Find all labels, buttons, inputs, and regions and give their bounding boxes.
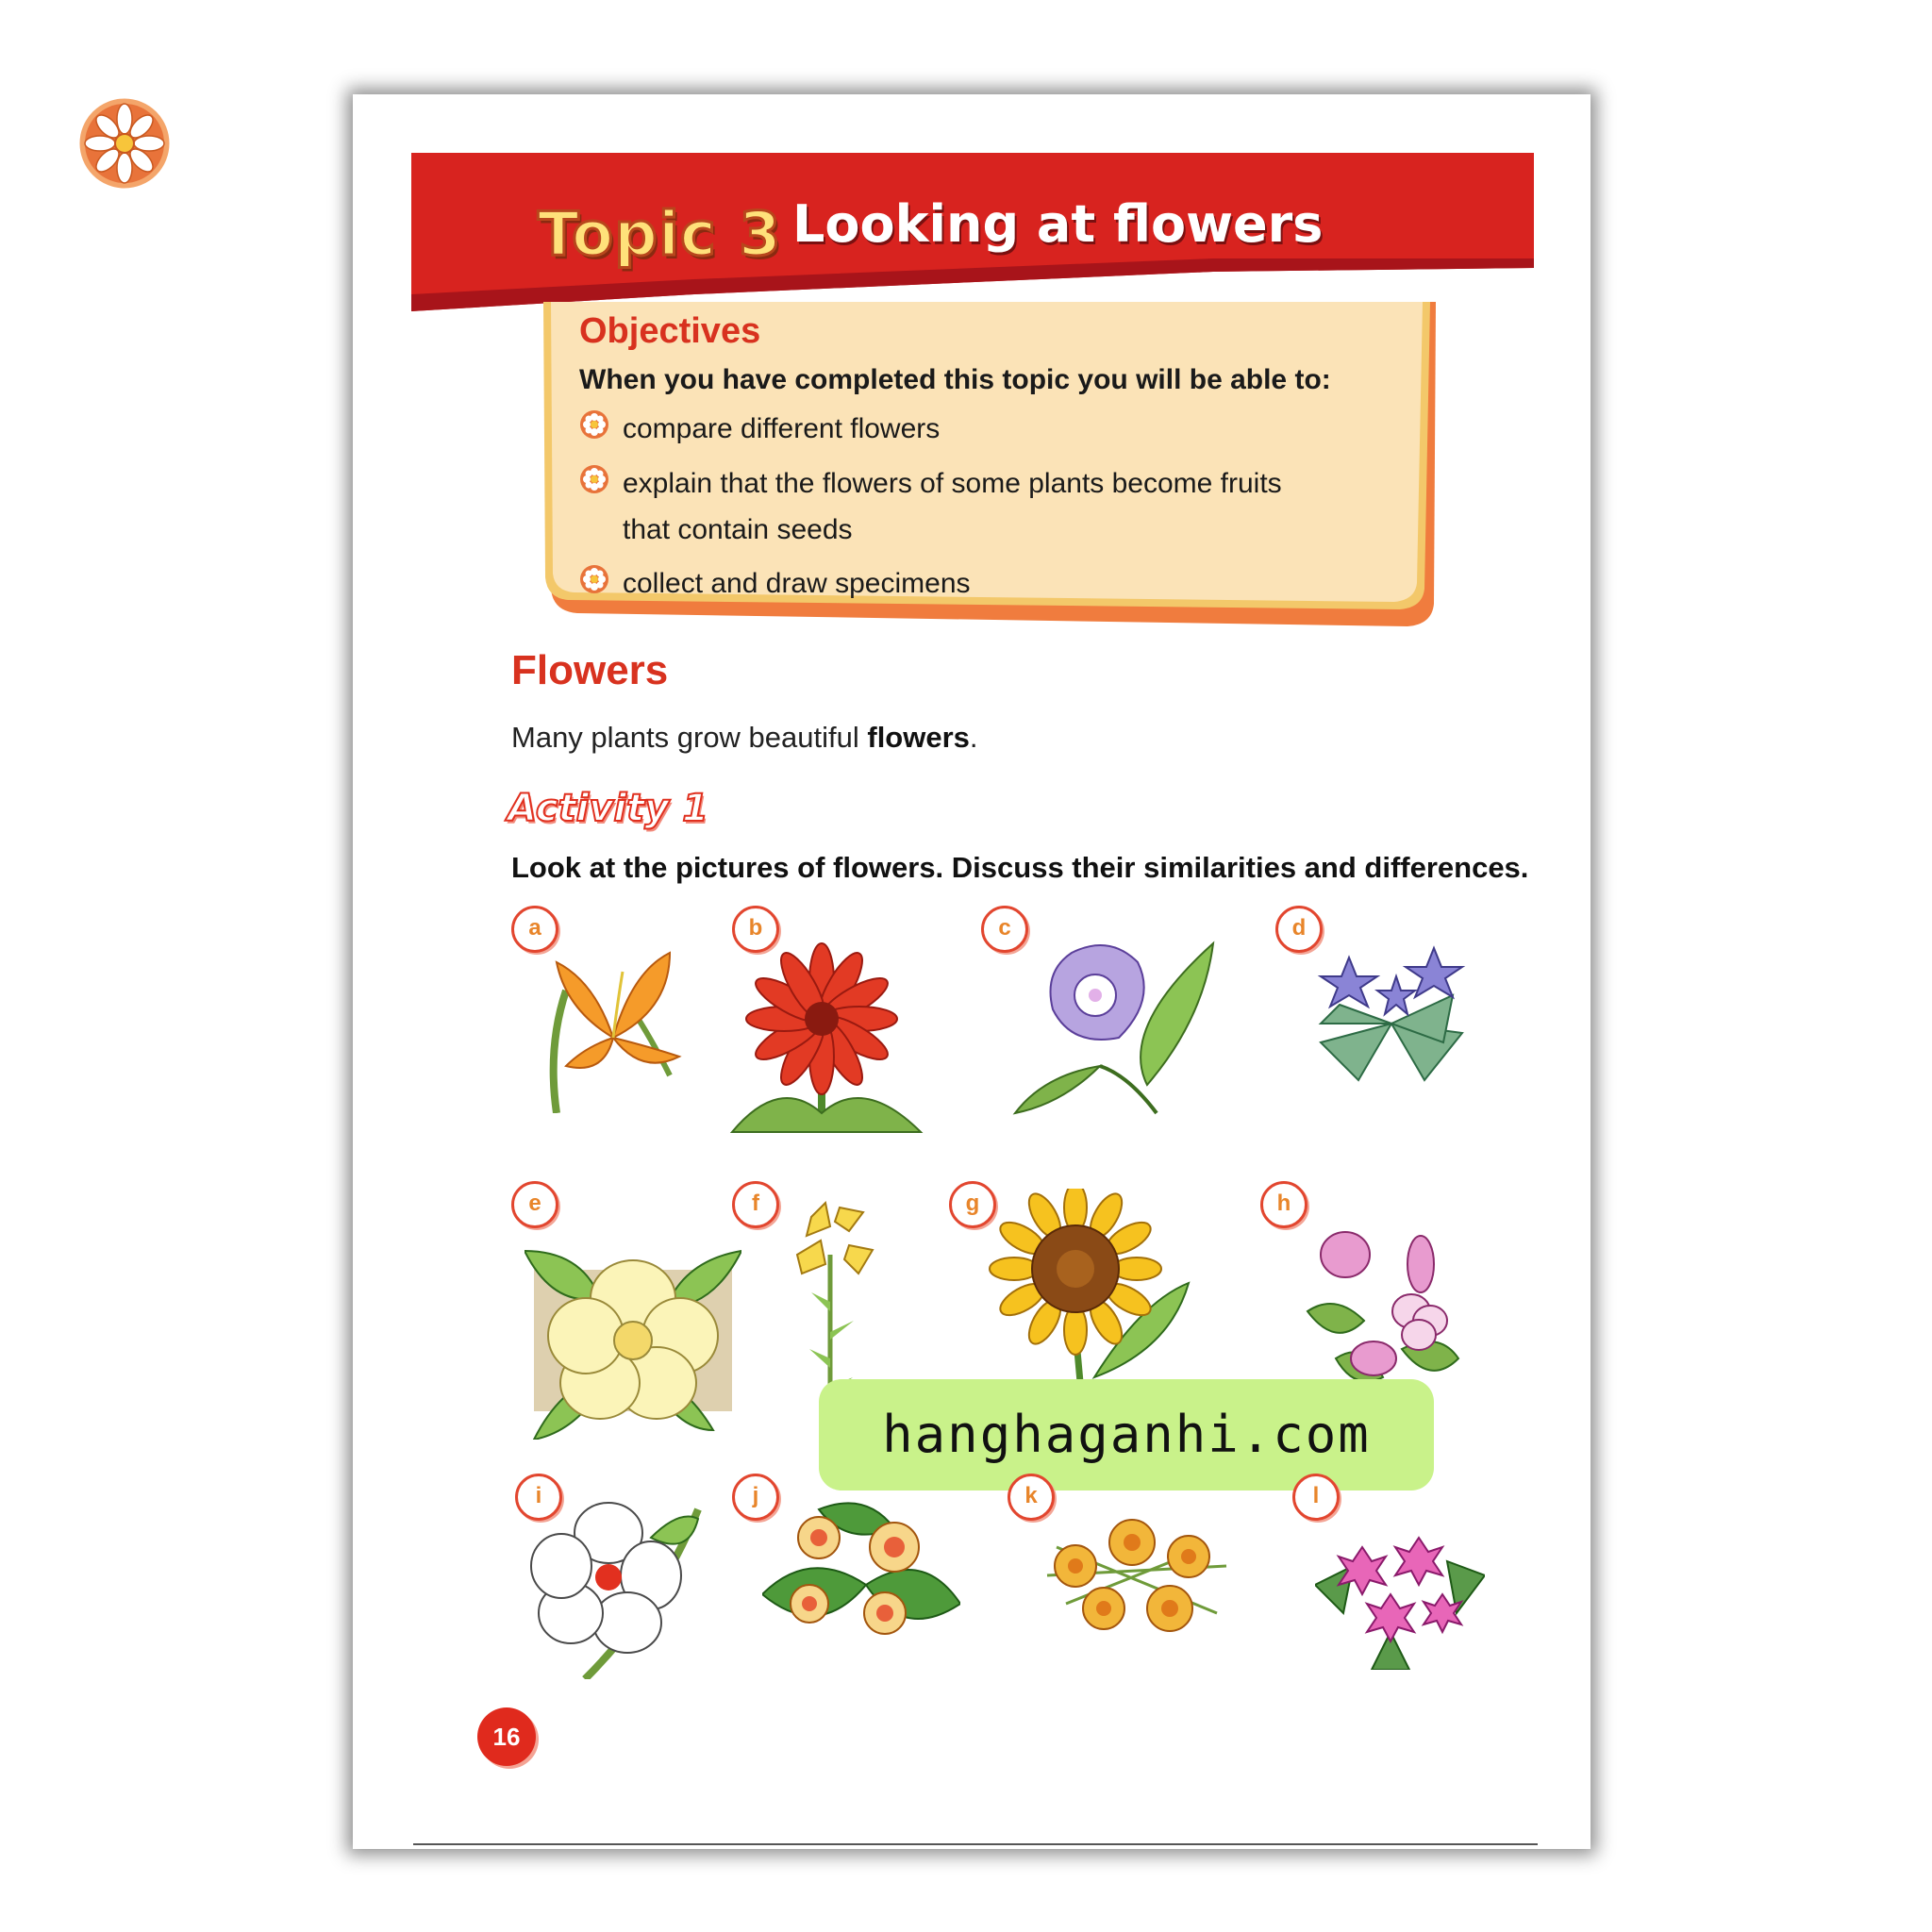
section-text-end: .: [969, 721, 978, 754]
flower-bullet-icon: [579, 564, 609, 594]
activity-label: Activity 1: [508, 787, 709, 830]
objective-text: explain that the flowers of some plants become fruits: [623, 468, 1282, 499]
flower-label-i: i: [515, 1474, 562, 1521]
flower-label-j: j: [732, 1474, 779, 1521]
watermark: [819, 1379, 1434, 1491]
white-camellia-flower: [525, 1241, 741, 1440]
flower-label-b: b: [732, 906, 779, 953]
page-title: Looking at flowers: [792, 194, 1324, 254]
flower-label-d: d: [1275, 906, 1323, 953]
objective-item: [579, 406, 1296, 453]
orange-lily-flower: [528, 934, 698, 1113]
objective-item-continued: [579, 508, 1296, 553]
objectives-heading: Objectives: [579, 311, 761, 351]
flower-bullet-icon: [579, 409, 609, 440]
flower-bullet-icon: [579, 464, 609, 494]
flower-label-e: e: [511, 1181, 558, 1228]
flower-label-c: c: [981, 906, 1028, 953]
red-daisy-flower: [713, 934, 930, 1141]
flower-icon: [74, 92, 175, 194]
bottom-rule: [413, 1843, 1538, 1845]
objectives-intro: When you have completed this topic you will be able to:: [579, 364, 1331, 395]
orange-begonia-flower: [762, 1491, 960, 1651]
flower-label-f: f: [732, 1181, 779, 1228]
flower-label-g: g: [949, 1181, 996, 1228]
white-hibiscus-flower: [528, 1491, 708, 1679]
page-number: 16: [477, 1707, 536, 1766]
flower-label-l: l: [1292, 1474, 1340, 1521]
watermark-text: hanghaganhi.com: [882, 1405, 1371, 1464]
flower-label-a: a: [511, 906, 558, 953]
objective-item: [579, 460, 1296, 508]
pink-cluster-flower: [1315, 1509, 1485, 1670]
purple-morning-glory-flower: [1006, 934, 1223, 1123]
section-text: [511, 721, 978, 755]
pink-pansy-flower: [1298, 1217, 1468, 1396]
section-heading: Flowers: [511, 647, 669, 693]
objective-item: [579, 560, 1296, 608]
objectives-list: [579, 406, 1296, 615]
objective-text: compare different flowers: [623, 413, 941, 444]
blue-star-flower: [1302, 939, 1481, 1090]
activity-instruction: Look at the pictures of flowers. Discuss their similarities and differences.: [511, 851, 1529, 884]
marigold-flower: [1038, 1509, 1236, 1641]
topic-label: Topic 3: [538, 200, 782, 270]
flower-label-k: k: [1008, 1474, 1055, 1521]
objective-text: collect and draw specimens: [623, 568, 971, 599]
section-text-start: Many plants grow beautiful: [511, 721, 868, 754]
section-text-bold: flowers: [867, 721, 970, 754]
objective-text: that contain seeds: [623, 514, 853, 545]
flower-label-h: h: [1260, 1181, 1307, 1228]
